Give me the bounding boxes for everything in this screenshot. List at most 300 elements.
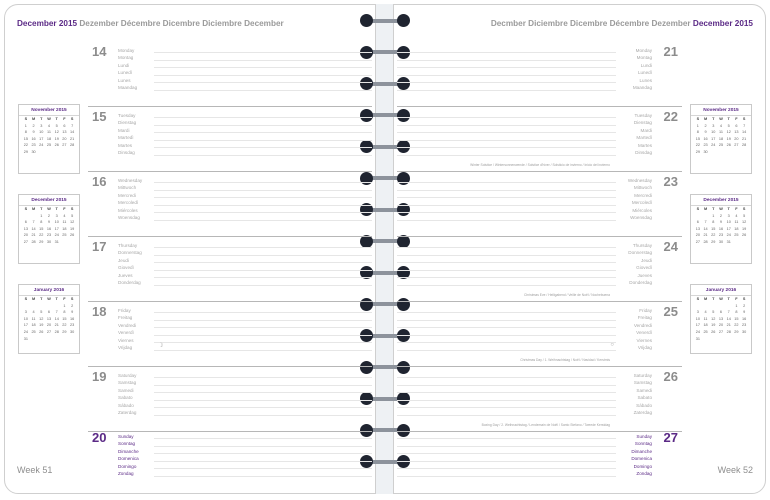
ruled-line [397, 335, 616, 336]
day-name-label: Dienstag [118, 120, 137, 126]
ruled-line [397, 377, 616, 378]
day-name-label: Venerdì [118, 330, 134, 336]
calendar-date: 28 [31, 239, 36, 244]
calendar-date: 16 [703, 136, 708, 141]
calendar-date: 22 [62, 323, 67, 328]
ruled-line [154, 446, 372, 447]
day-name-label: Dimanche [631, 448, 652, 454]
day-name-label: Tuesday [634, 113, 652, 118]
weekday-letter: W [719, 117, 723, 121]
day-number: 25 [663, 304, 678, 319]
calendar-date [45, 303, 53, 310]
weekday-letter: M [31, 297, 36, 301]
calendar-date: 29 [711, 239, 716, 244]
ruled-line [154, 270, 372, 271]
ruled-line [154, 277, 372, 278]
calendar-date [68, 149, 76, 156]
calendar-date [740, 149, 748, 156]
calendar-date: 15 [62, 316, 67, 321]
day-block-18[interactable] [88, 302, 372, 367]
day-block-19[interactable] [88, 367, 372, 432]
day-name-label: Lunes [118, 77, 131, 83]
ruled-line [154, 407, 372, 408]
calendar-date: 8 [40, 220, 43, 225]
day-name-label: Zondag [636, 471, 652, 477]
mini-calendar-title: January 2016 [33, 288, 65, 293]
ruled-line [397, 320, 616, 321]
calendar-date [22, 213, 30, 220]
day-name-label: Woensdag [118, 215, 140, 221]
ruled-line [397, 342, 616, 343]
day-name-label: Mercoledì [118, 200, 139, 206]
calendar-date: 13 [734, 130, 739, 135]
calendar-date: 29 [734, 329, 739, 334]
day-names [118, 242, 142, 286]
calendar-date: 22 [711, 233, 716, 238]
calendar-date: 26 [70, 233, 75, 238]
day-block-26[interactable] [397, 367, 682, 432]
day-number: 24 [663, 239, 678, 254]
day-name-label: Lunedì [637, 70, 652, 76]
calendar-date: 8 [712, 220, 715, 225]
ruled-line [397, 67, 616, 68]
calendar-date: 14 [31, 226, 36, 231]
calendar-date: 16 [46, 226, 52, 231]
mini-calendar-weekdays [691, 296, 751, 303]
ruled-line [154, 255, 372, 256]
day-names [634, 372, 652, 416]
weekday-letter: M [31, 117, 36, 121]
ruled-line [397, 247, 616, 248]
calendar-date: 7 [32, 220, 35, 225]
day-name-label: Wednesday [118, 178, 143, 183]
ruled-line [154, 155, 372, 156]
left-month-title: December 2015 [17, 19, 78, 28]
weekday-letter: F [63, 207, 66, 211]
day-name-label: Samstag [118, 380, 137, 386]
ruled-line [397, 90, 616, 91]
mini-calendar [18, 104, 80, 174]
calendar-date: 3 [55, 213, 58, 218]
calendar-date: 4 [47, 123, 51, 128]
day-name-label: Sonntag [118, 441, 136, 447]
ruled-line [154, 140, 372, 141]
calendar-date: 14 [54, 316, 59, 321]
calendar-date: 18 [62, 226, 67, 231]
calendar-date: 8 [24, 130, 27, 135]
calendar-date: 24 [711, 143, 716, 148]
moon-phase-icon: ○ [610, 342, 614, 348]
mini-calendar-title: December 2015 [703, 198, 739, 203]
calendar-date [709, 149, 717, 156]
ruled-line [397, 312, 616, 313]
ruled-line [154, 182, 372, 183]
ruled-line [154, 197, 372, 198]
calendar-date: 7 [727, 310, 730, 315]
left-page-title [17, 19, 284, 28]
calendar-date [61, 239, 69, 246]
calendar-date: 6 [24, 220, 27, 225]
day-name-label: Samstag [633, 380, 652, 386]
day-name-label: Martes [637, 142, 652, 148]
weekday-letter: F [63, 117, 66, 121]
calendar-date: 7 [55, 310, 58, 315]
calendar-date: 6 [47, 310, 51, 315]
weekday-letter: M [703, 207, 708, 211]
day-name-label: Sunday [118, 434, 134, 439]
right-month-translations: Decmber Diciembre Dicembre Décembre Dezember [490, 19, 691, 28]
day-name-label: Martes [118, 142, 133, 148]
calendar-date: 6 [63, 123, 66, 128]
calendar-date: 4 [735, 213, 738, 218]
day-name-label: Thursday [118, 243, 138, 248]
calendar-date: 23 [703, 143, 708, 148]
calendar-date: 27 [718, 329, 724, 334]
ruled-line [154, 147, 372, 148]
calendar-date: 1 [735, 303, 738, 308]
weekday-letter: S [696, 207, 700, 211]
day-name-label: Vrijdag [118, 345, 133, 351]
calendar-date: 10 [23, 316, 28, 321]
day-name-label: Woensdag [630, 215, 652, 221]
ruled-line [154, 392, 372, 393]
day-name-label: Mittwoch [633, 185, 652, 191]
calendar-date: 30 [718, 239, 724, 244]
ruled-line [154, 335, 372, 336]
ruled-line [154, 400, 372, 401]
day-names [634, 112, 652, 156]
ruled-line [397, 82, 616, 83]
day-number: 21 [663, 44, 678, 59]
calendar-date: 25 [718, 143, 724, 148]
day-block-25[interactable] [397, 302, 682, 367]
ruled-line [397, 205, 616, 206]
ruled-line [154, 52, 372, 53]
calendar-date: 11 [703, 316, 708, 321]
calendar-date: 5 [743, 213, 746, 218]
left-week-label: Week 51 [17, 465, 53, 475]
weekday-letter: S [24, 117, 28, 121]
calendar-date: 22 [39, 233, 44, 238]
calendar-date: 11 [734, 220, 739, 225]
mini-calendar-weekdays [691, 206, 751, 213]
calendar-date: 4 [63, 213, 66, 218]
day-block-15[interactable] [88, 107, 372, 172]
calendar-date [702, 303, 710, 310]
mini-calendar-dates [19, 303, 79, 343]
calendar-date: 31 [23, 336, 28, 341]
weekday-letter: M [703, 297, 708, 301]
ruled-line [397, 255, 616, 256]
day-block-14[interactable] [88, 42, 372, 107]
ruled-line [397, 415, 616, 416]
day-names [631, 433, 652, 477]
ruled-line [397, 350, 616, 351]
calendar-date: 19 [39, 323, 44, 328]
calendar-date: 21 [742, 136, 747, 141]
day-name-label: Donderdag [118, 280, 141, 286]
calendar-date: 14 [70, 130, 75, 135]
calendar-date: 18 [46, 136, 52, 141]
day-name-label: Lundi [640, 62, 652, 68]
calendar-date: 2 [47, 213, 51, 218]
ruled-line [154, 205, 372, 206]
day-name-label: Thursday [632, 243, 652, 248]
day-name-label: Freitag [637, 315, 652, 321]
day-name-label: Freitag [118, 315, 133, 321]
calendar-date: 23 [46, 233, 52, 238]
calendar-date: 23 [742, 323, 747, 328]
calendar-date: 3 [24, 310, 27, 315]
day-name-label: Montag [636, 55, 652, 61]
day-names [118, 47, 137, 91]
day-name-label: Samedi [636, 387, 652, 393]
calendar-date: 12 [70, 220, 75, 225]
day-names [118, 372, 136, 416]
calendar-date: 2 [32, 123, 35, 128]
calendar-date: 21 [54, 323, 59, 328]
day-name-label: Montag [118, 55, 134, 61]
ruled-line [397, 197, 616, 198]
ruled-line [154, 262, 372, 263]
day-name-label: Sunday [636, 434, 652, 439]
day-name-label: Sábado [636, 402, 652, 408]
day-name-label: Maandag [118, 85, 138, 91]
calendar-date [694, 303, 702, 310]
calendar-date: 12 [711, 316, 716, 321]
weekday-letter: F [735, 207, 738, 211]
day-name-label: Miércoles [118, 207, 138, 213]
calendar-date: 8 [696, 130, 699, 135]
ruled-line [397, 461, 616, 462]
calendar-date: 8 [735, 310, 738, 315]
weekday-letter: T [55, 297, 58, 301]
mini-calendar [690, 104, 752, 174]
weekday-letter: W [47, 297, 51, 301]
day-name-label: Zaterdag [118, 410, 137, 416]
calendar-date: 10 [726, 220, 731, 225]
ruled-line [397, 117, 616, 118]
day-name-label: Giovedì [636, 265, 652, 271]
day-name-label: Martedì [118, 135, 134, 141]
day-names [628, 177, 652, 221]
ruled-line [397, 468, 616, 469]
day-name-label: Lunedì [118, 70, 133, 76]
calendar-date: 15 [695, 136, 700, 141]
day-name-label: Mercredi [118, 192, 136, 198]
ruled-line [397, 212, 616, 213]
calendar-date: 10 [54, 220, 59, 225]
calendar-date: 17 [711, 136, 716, 141]
day-name-label: Dinsdag [635, 150, 652, 156]
ruled-line [397, 147, 616, 148]
calendar-date: 31 [54, 239, 59, 244]
day-name-label: Vendredi [633, 322, 652, 328]
calendar-date: 16 [742, 316, 747, 321]
weekday-letter: T [712, 297, 715, 301]
calendar-date: 15 [711, 226, 716, 231]
calendar-date: 5 [727, 123, 730, 128]
day-number: 20 [92, 430, 107, 445]
calendar-date: 29 [23, 149, 28, 154]
right-month-title: December 2015 [692, 19, 753, 28]
calendar-date: 13 [62, 130, 67, 135]
calendar-date [694, 213, 702, 220]
weekday-letter: S [742, 207, 746, 211]
ruled-line [397, 60, 616, 61]
ruled-line [154, 67, 372, 68]
mini-calendar [18, 194, 80, 264]
binding-spine [376, 4, 393, 494]
calendar-date: 13 [695, 226, 700, 231]
calendar-date: 31 [726, 239, 731, 244]
ruled-line [154, 247, 372, 248]
holiday-note: Boxing Day / 2. Weihnachtstag / Lendemain de Noël / Santo Stefano / Tweede Kerstdag [481, 423, 610, 427]
calendar-date [740, 239, 748, 246]
day-name-label: Donnerstag [628, 250, 652, 256]
calendar-date: 11 [47, 130, 51, 135]
ruled-line [154, 327, 372, 328]
day-name-label: Zaterdag [633, 410, 652, 416]
calendar-date: 2 [743, 303, 746, 308]
calendar-date: 28 [742, 143, 747, 148]
calendar-date: 12 [54, 130, 59, 135]
weekday-letter: T [712, 117, 715, 121]
ruled-line [154, 476, 372, 477]
ruled-line [154, 312, 372, 313]
calendar-date: 24 [23, 329, 28, 334]
day-block-27[interactable] [397, 428, 682, 493]
weekday-letter: T [55, 117, 58, 121]
mini-calendar-weekdays [19, 206, 79, 213]
calendar-date: 24 [54, 233, 59, 238]
calendar-date: 3 [40, 123, 43, 128]
calendar-date: 9 [743, 310, 746, 315]
day-name-label: Jeudi [118, 257, 129, 263]
mini-calendar-dates [691, 123, 751, 156]
ruled-line [154, 461, 372, 462]
calendar-date: 12 [726, 130, 731, 135]
calendar-date: 13 [46, 316, 52, 321]
calendar-date: 5 [712, 310, 715, 315]
day-block-23[interactable] [397, 172, 682, 237]
calendar-date: 21 [70, 136, 75, 141]
calendar-date: 10 [711, 130, 716, 135]
ruled-line [154, 453, 372, 454]
day-name-label: Martedì [636, 135, 652, 141]
calendar-date: 23 [718, 233, 724, 238]
day-name-label: Saturday [633, 373, 652, 378]
weekday-letter: S [696, 297, 700, 301]
day-block-17[interactable] [88, 237, 372, 302]
day-number: 26 [663, 369, 678, 384]
ruled-line [154, 350, 372, 351]
calendar-date: 19 [70, 226, 75, 231]
weekday-letter: S [70, 117, 74, 121]
calendar-date: 24 [726, 233, 731, 238]
calendar-date [733, 149, 741, 156]
day-name-label: Monday [118, 48, 135, 53]
calendar-date: 27 [62, 143, 67, 148]
calendar-date: 26 [742, 233, 747, 238]
day-name-label: Mercredi [634, 192, 652, 198]
calendar-date: 28 [54, 329, 59, 334]
day-name-label: Vendredi [118, 322, 137, 328]
calendar-date: 27 [46, 329, 52, 334]
ruled-line [154, 90, 372, 91]
ruled-line [397, 220, 616, 221]
calendar-date: 20 [718, 323, 724, 328]
calendar-date: 5 [40, 310, 43, 315]
day-block-24[interactable] [397, 237, 682, 302]
weekday-letter: S [24, 207, 28, 211]
day-name-label: Mardi [640, 127, 652, 133]
day-number: 16 [92, 174, 107, 189]
calendar-date: 13 [718, 316, 724, 321]
ruled-line [397, 277, 616, 278]
calendar-date: 22 [695, 143, 700, 148]
weekday-letter: T [40, 207, 43, 211]
weekday-letter: S [742, 117, 746, 121]
day-block-20[interactable] [88, 428, 372, 493]
calendar-date: 24 [39, 143, 44, 148]
ruled-line [154, 385, 372, 386]
calendar-date: 30 [70, 329, 75, 334]
calendar-date: 11 [719, 130, 723, 135]
calendar-date: 23 [70, 323, 75, 328]
weekday-letter: T [55, 207, 58, 211]
calendar-date: 7 [743, 123, 746, 128]
calendar-date: 7 [71, 123, 74, 128]
calendar-date [61, 149, 69, 156]
weekday-letter: S [742, 297, 746, 301]
day-block-16[interactable] [88, 172, 372, 237]
calendar-date: 17 [695, 323, 700, 328]
calendar-date: 21 [31, 233, 36, 238]
day-name-label: Lunes [639, 77, 652, 83]
day-name-label: Mittwoch [118, 185, 137, 191]
day-name-label: Friday [639, 308, 652, 313]
calendar-date: 10 [39, 130, 44, 135]
day-block-21[interactable] [397, 42, 682, 107]
mini-calendar [690, 284, 752, 354]
mini-calendar-title: December 2015 [31, 198, 67, 203]
ruled-line [154, 320, 372, 321]
calendar-date: 2 [704, 123, 707, 128]
day-name-label: Donderdag [629, 280, 652, 286]
calendar-date [717, 303, 725, 310]
calendar-date: 4 [719, 123, 723, 128]
calendar-date: 1 [40, 213, 43, 218]
ruled-line [154, 212, 372, 213]
calendar-date: 31 [695, 336, 700, 341]
calendar-date: 4 [32, 310, 35, 315]
day-name-label: Sonntag [634, 441, 652, 447]
day-block-22[interactable] [397, 107, 682, 172]
weekday-letter: S [70, 207, 74, 211]
calendar-date: 1 [696, 123, 699, 128]
calendar-date: 18 [703, 323, 708, 328]
calendar-date: 28 [726, 329, 731, 334]
day-number: 23 [663, 174, 678, 189]
calendar-date: 9 [71, 310, 74, 315]
day-name-label: Domingo [118, 463, 137, 469]
ruled-line [154, 82, 372, 83]
calendar-date: 11 [62, 220, 67, 225]
calendar-date [53, 303, 61, 310]
calendar-date: 24 [695, 329, 700, 334]
weekday-letter: F [735, 297, 738, 301]
